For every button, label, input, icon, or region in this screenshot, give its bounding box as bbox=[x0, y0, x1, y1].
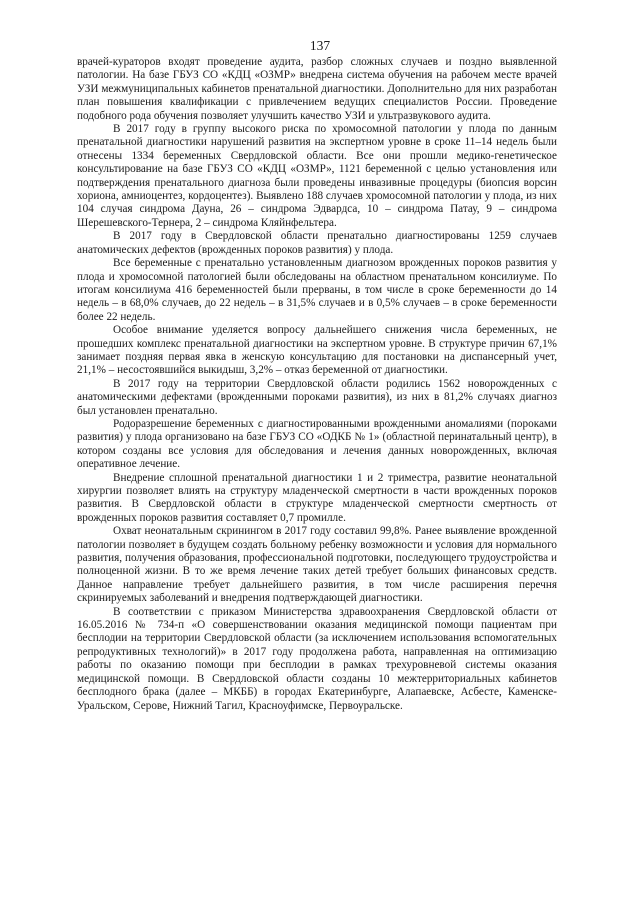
page-number: 137 bbox=[309, 38, 331, 53]
body-text bbox=[77, 56, 557, 713]
paragraph-delivery-odkb: Родоразрешение беременных с диагностированными врожденными аномалиями (пороками развития) у плода организовано на базе ГБУЗ СО «ОДКБ № 1» (областной перинатальный центр), в котором созданы все условия для обследования и лечения данных новорожденных, включая оперативное лечение. bbox=[77, 417, 557, 471]
paragraph-anatomical-defects: В 2017 году в Свердловской области пренатально диагностированы 1259 случаев анатомических дефектов (врожденных пороков развития) у плода. bbox=[77, 230, 557, 256]
paragraph-neonatal-screening: Охват неонатальным скринингом в 2017 году составил 99,8%. Ранее выявление врожденной патологии позволяет в будущем создать больному ребенку возможности и условия для нормального развития, получения образования, профессиональной подготовки, последующего трудоустройства и полноценной жизни. В то же время лечение таких детей требует больших финансовых средств. Данное направление требует дальнейшего развития, в том числе расширения перечня скринируемых заболеваний и внедрения подтверждающей диагностики. bbox=[77, 525, 557, 605]
paragraph-infertility-order: В соответствии с приказом Министерства здравоохранения Свердловской области от 16.05.2016 № 734-п «О совершенствовании оказания медицинской помощи пациентам при бесплодии на территории Свердловской области (за исключением использования вспомогательных репродуктивных технологий)» в 2017 году продолжена работа, направленная на оптимизацию работы по оказанию помощи при бесплодии в рамках трехуровневой системы оказания медицинской помощи. В Свердловской области созданы 10 межтерриториальных кабинетов бесплодного брака (далее – МКББ) в городах Екатеринбурге, Алапаевске, Асбесте, Каменске-Уральском, Серове, Нижний Тагил, Красноуфимске, Первоуральске. bbox=[77, 605, 557, 712]
paragraph-curators-audit: врачей-кураторов входят проведение аудита, разбор сложных случаев и поздно выявленной патологии. На базе ГБУЗ СО «КДЦ «ОЗМР» внедрена система обучения на рабочем месте врачей УЗИ межмуниципальных кабинетов пренатальной диагностики. Дополнительно для них разработан план повышения квалификации с привлечением ведущих специалистов России. Проведение подобного рода обучения позволяет улучшить качество УЗИ и ультразвукового аудита. bbox=[77, 56, 557, 122]
paragraph-prenatal-council: Все беременные с пренатально установленным диагнозом врожденных пороков развития у плода и хромосомной патологией были обследованы на областном пренатальном консилиуме. По итогам консилиума 416 беременностей были прерваны, в том числе в сроке беременности до 14 недель – в 68,0% случаев, до 22 недель – в 31,5% случаев и в 0,5% случаев – в сроке беременности более 22 недель. bbox=[77, 257, 557, 323]
paragraph-newborns-defects: В 2017 году на территории Свердловской области родились 1562 новорожденных с анатомическими дефектами (врожденными пороками развития), из них в 81,2% случаях диагноз был установлен пренатально. bbox=[77, 377, 557, 417]
paragraph-high-risk-group: В 2017 году в группу высокого риска по хромосомной патологии у плода по данным пренатальной диагностики нарушений развития на экспертном уровне в сроке 11–14 недель были отнесены 1334 беременных Свердловской области. Все они прошли медико-генетическое консультирование на базе ГБУЗ СО «КДЦ «ОЗМР», 1121 беременной с целью установления или подтверждения пренатального диагноза были проведены инвазивные процедуры (биопсия ворсин хориона, амниоцентез, кордоцентез). Выявлено 188 случаев хромосомной патологии у плода, из них 104 случая синдрома Дауна, 26 – синдрома Эдвардса, 10 – синдрома Патау, 9 – синдрома Шерешевского-Тернера, 2 – синдрома Кляйнфельтера. bbox=[77, 123, 557, 229]
paragraph-reasons-structure: Особое внимание уделяется вопросу дальнейшего снижения числа беременных, не прошедших комплекс пренатальной диагностики на экспертном уровне. В структуре причин 67,1% занимает поздняя первая явка в женскую консультацию для постановки на диспансерный учет, 21,1% – несостоявшийся выкидыш, 3,2% – отказ беременной от диагностики. bbox=[77, 324, 557, 377]
paragraph-neonatal-surgery: Внедрение сплошной пренатальной диагностики 1 и 2 триместра, развитие неонатальной хирургии позволяет влиять на структуру младенческой смертности в части врожденных пороков развития. В Свердловской области в структуре младенческой смертности смертность от врожденных пороков развития составляет 0,7 промилле. bbox=[77, 471, 557, 524]
